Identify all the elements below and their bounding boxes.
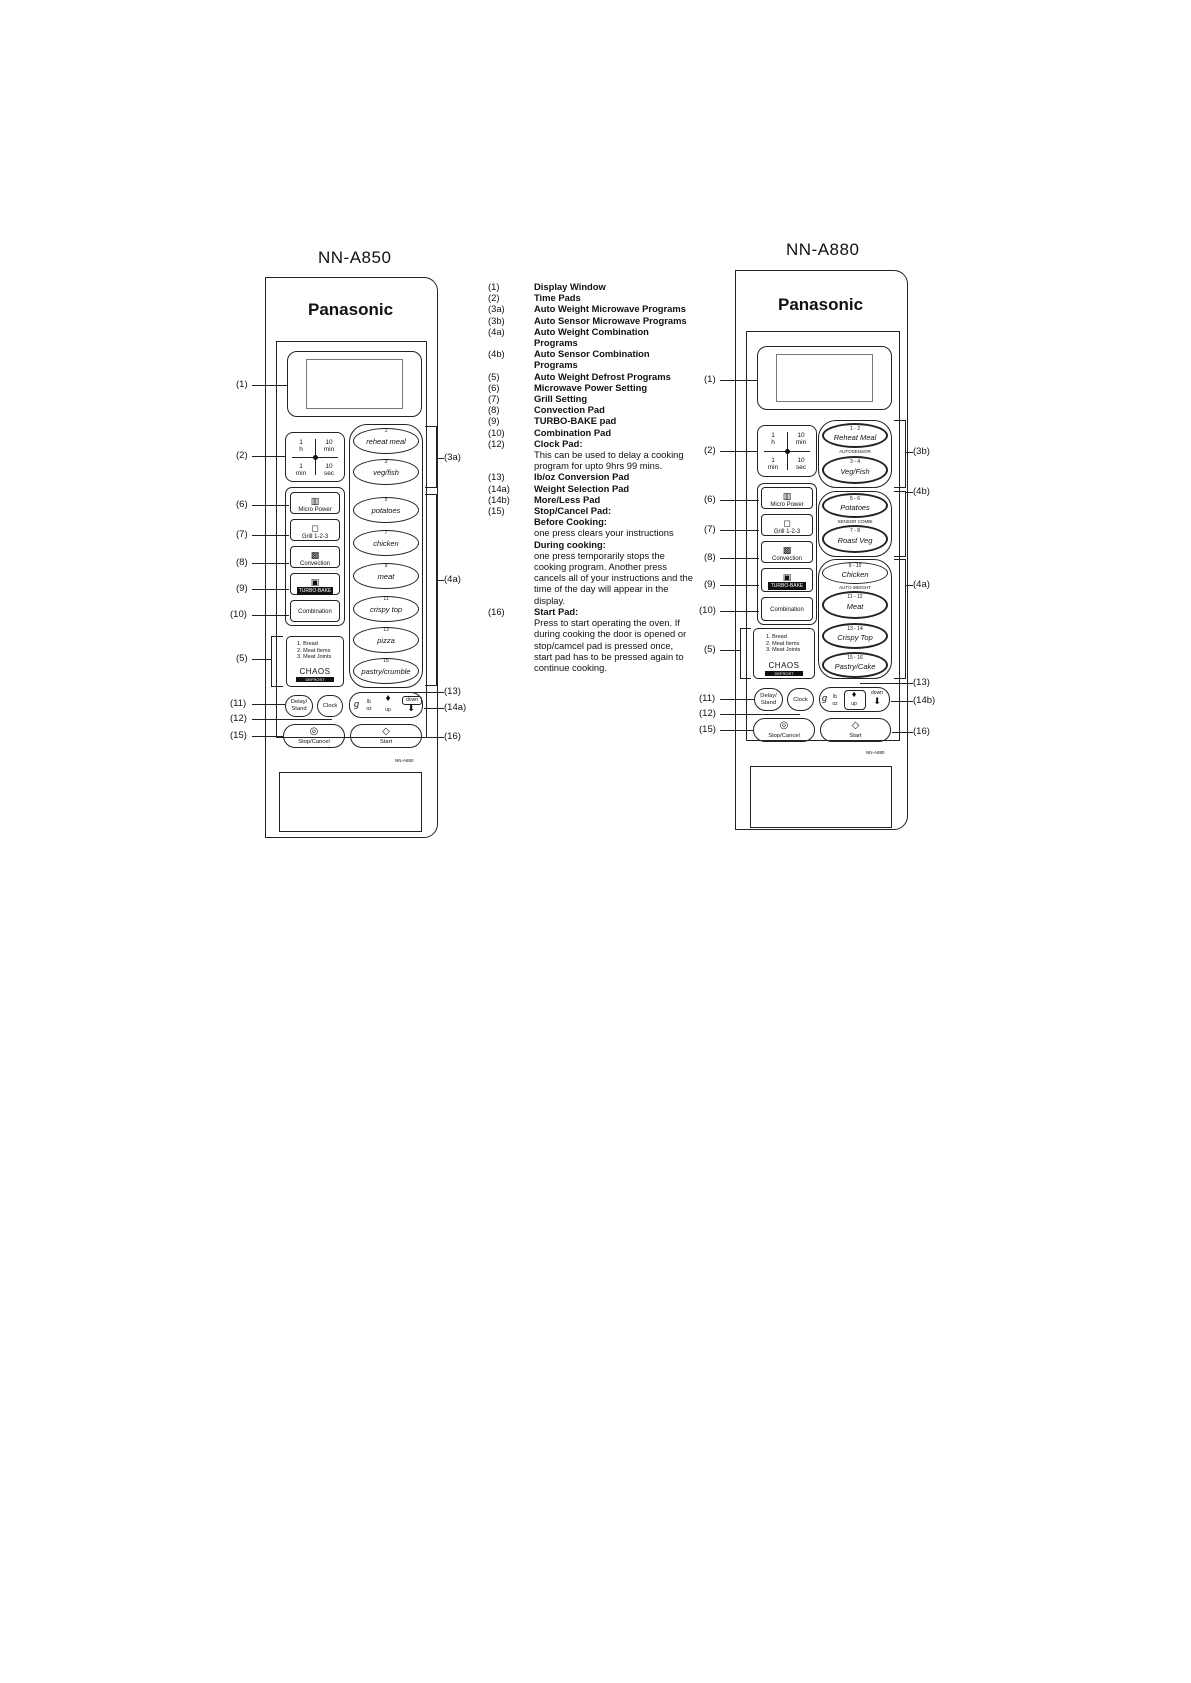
oval-meat[interactable]: 11 - 12 Meat xyxy=(822,591,888,619)
callout-15: (15) xyxy=(230,730,247,741)
stop-cancel-button[interactable]: ◎ Stop/Cancel xyxy=(283,724,345,748)
callout-5: (5) xyxy=(704,644,716,655)
door-release-area[interactable] xyxy=(750,766,892,828)
clock-button[interactable]: Clock xyxy=(317,695,343,717)
legend-start-pad-desc: Press to start operating the oven. If during cooking the door is opened or stop/camcel pad is pressed once, start pad has to be pressed again to continue cooking. xyxy=(534,617,687,673)
legend-auto-weight-defrost: Auto Weight Defrost Programs xyxy=(534,370,671,382)
divider-auto-weight: AUTO WEIGHT xyxy=(839,585,871,590)
up-arrow-icon: ♦ xyxy=(385,693,391,704)
grill-icon: ◻ xyxy=(311,523,319,533)
time-pad-10sec[interactable]: 10 sec xyxy=(795,457,807,471)
legend-clock-pad: Clock Pad: xyxy=(534,437,583,449)
legend-auto-sensor-combination: Auto Sensor Combination Programs xyxy=(534,348,650,371)
callout-16: (16) xyxy=(913,726,930,737)
delay-stand-button[interactable]: Delay/ Stand xyxy=(285,695,313,717)
turbo-bake-icon: ▣ xyxy=(310,577,320,587)
callout-8: (8) xyxy=(704,552,716,563)
callout-3a: (3a) xyxy=(444,452,461,463)
callout-2: (2) xyxy=(704,445,716,456)
defrost-pad[interactable]: 1. Bread 2. Meat Items 3. Meat Joints xyxy=(286,636,344,687)
oval-reheat-meal[interactable]: 1 reheat meal xyxy=(353,428,419,454)
legend-before-cooking: Before Cooking: xyxy=(534,516,607,528)
chaos-defrost-bar: DEFROST xyxy=(296,677,334,682)
legend-during-cooking-desc: one press temporarily stops the cooking program. Another press cancels all of your instructions and the time of the day will appear in the display. xyxy=(534,549,693,606)
legend-more-less: More/Less Pad xyxy=(534,493,601,505)
oval-meat[interactable]: 9 meat xyxy=(353,563,419,589)
legend-time-pads: Time Pads xyxy=(534,292,581,304)
legend-display-window: Display Window xyxy=(534,281,606,292)
legend-stop-cancel: Stop/Cancel Pad: xyxy=(534,505,612,517)
model-code: NN-A850 xyxy=(395,758,414,763)
convection-button[interactable]: ▩ Convection xyxy=(761,541,813,563)
lb-oz-button[interactable]: lb oz xyxy=(366,699,372,712)
delay-stand-button[interactable]: Delay/ Stand xyxy=(754,688,783,711)
legend-combination-pad: Combination Pad xyxy=(534,426,612,438)
callout-8: (8) xyxy=(236,557,248,568)
callout-5: (5) xyxy=(236,653,248,664)
time-pad-1min[interactable]: 1 min xyxy=(767,457,779,471)
convection-icon: ▩ xyxy=(310,550,320,560)
callout-12: (12) xyxy=(699,708,716,719)
callout-13: (13) xyxy=(444,686,461,697)
display-window xyxy=(287,351,422,417)
oval-pizza[interactable]: 13 pizza xyxy=(353,627,419,653)
brand-logo: Panasonic xyxy=(308,300,394,319)
down-button[interactable]: down xyxy=(402,696,422,705)
callout-12: (12) xyxy=(230,713,247,724)
legend-list: (1) Display Window (2) Time Pads (3a) Auto Weight Microwave Programs (3b) Auto Sensor Microwave Programs (4a) Auto Weight Combination Programs (4b) Auto Sensor Combination Programs (5) Auto Weight Defrost Programs (6) Microwave Power Setting (7) Grill Setting (8) Convection Pad (9) TURBO-BAKE pad (10) Combination Pad (12) Clock Pad: This can be used to delay a cooking program for upto 9hrs 99 mins. (13) lb/oz Conversion Pad (14a) Weight Selection Pad (14b) More/Less Pad (15) Stop/Cancel Pad: Before Cooking: one press clears your instructions During cooking: one press temporarily stops the cooking program. Another press cancels all of your instructions and the time of the day will appear in the display. (16) Start Pad: Press to start operating the oven. If during cooking the door is opened or stop/camcel pad is pressed once, start pad has to be pressed again to continue cooking. xyxy=(488,281,693,673)
callout-7: (7) xyxy=(704,524,716,535)
microwave-icon: ▥ xyxy=(310,496,320,506)
legend-start-pad: Start Pad: xyxy=(534,605,579,617)
down-arrow-icon: ⬇ xyxy=(407,703,415,713)
oval-pastry-cake[interactable]: 15 - 16 Pastry/Cake xyxy=(822,652,888,678)
callout-1: (1) xyxy=(236,379,248,390)
callout-10: (10) xyxy=(230,609,247,620)
callout-6: (6) xyxy=(236,499,248,510)
convection-icon: ▩ xyxy=(782,545,792,555)
legend-turbo-bake-pad: TURBO-BAKE pad xyxy=(534,415,617,427)
model-title-nn-a880: NN-A880 xyxy=(786,240,860,259)
time-pad-1min[interactable]: 1 min xyxy=(295,463,307,477)
callout-13: (13) xyxy=(913,677,930,688)
legend-auto-sensor-microwave: Auto Sensor Microwave Programs xyxy=(534,314,687,326)
oval-veg-fish[interactable]: 3 - 4 Veg/Fish xyxy=(822,456,888,484)
oval-veg-fish[interactable]: 3 veg/fish xyxy=(353,459,419,485)
oval-reheat-meal[interactable]: 1 - 2 Reheat Meal xyxy=(822,423,888,448)
micro-power-button[interactable]: ▥ Micro Power xyxy=(290,492,340,514)
time-pad-1h[interactable]: 1 h xyxy=(771,432,775,446)
legend-auto-weight-microwave: Auto Weight Microwave Programs xyxy=(534,303,686,315)
divider-autosensor: AUTOSENSOR xyxy=(839,449,871,454)
start-button[interactable]: ◇ Start xyxy=(820,718,891,742)
callout-4b: (4b) xyxy=(913,486,930,497)
up-arrow-icon: ♦ xyxy=(851,689,857,699)
microwave-icon: ▥ xyxy=(782,491,792,501)
legend-lb-oz-conversion: lb/oz Conversion Pad xyxy=(534,471,630,483)
oval-potatoes[interactable]: 5 potatoes xyxy=(353,497,419,523)
time-pad-10min[interactable]: 10 min xyxy=(323,439,335,453)
oval-potatoes[interactable]: 5 - 6 Potatoes xyxy=(822,493,888,518)
oval-pastry-crumble[interactable]: 15 pastry/crumble xyxy=(353,658,419,684)
down-button[interactable]: down xyxy=(871,690,883,696)
grill-icon: ◻ xyxy=(783,518,791,528)
clock-button[interactable]: Clock xyxy=(787,688,814,711)
defrost-pad[interactable]: 1. Bread 2. Meat Items 3. Meat Joints xyxy=(753,628,815,679)
callout-9: (9) xyxy=(704,579,716,590)
chaos-label: CHAOS xyxy=(768,661,800,670)
callout-14b: (14b) xyxy=(913,695,936,706)
mode-button-group xyxy=(285,487,345,626)
mode-button-group xyxy=(757,483,817,625)
callout-9: (9) xyxy=(236,583,248,594)
door-release-area[interactable] xyxy=(279,772,422,832)
turbo-bake-button[interactable]: ▣ TURBO-BAKE xyxy=(290,573,340,595)
callout-4a: (4a) xyxy=(444,574,461,585)
callout-10: (10) xyxy=(699,605,716,616)
display-window xyxy=(757,346,892,410)
callout-11: (11) xyxy=(230,698,247,709)
oval-chicken[interactable]: 7 chicken xyxy=(353,530,419,556)
callout-4a: (4a) xyxy=(913,579,930,590)
model-title-nn-a850: NN-A850 xyxy=(318,248,392,267)
oval-crispy-top[interactable]: 13 - 14 Crispy Top xyxy=(822,623,888,649)
callout-1: (1) xyxy=(704,374,716,385)
lb-oz-button[interactable]: lb oz xyxy=(832,694,838,707)
divider-sensor-combi: SENSOR COMBI xyxy=(837,519,873,524)
convection-button[interactable]: ▩ Convection xyxy=(290,546,340,568)
grill-button[interactable]: ◻ Grill 1-2-3 xyxy=(761,514,813,536)
time-pad-10sec[interactable]: 10 sec xyxy=(323,463,335,477)
stop-cancel-button[interactable]: ◎ Stop/Cancel xyxy=(753,718,815,742)
turbo-bake-icon: ▣ xyxy=(782,572,792,582)
callout-2: (2) xyxy=(236,450,248,461)
legend-clock-pad-desc: This can be used to delay a cooking program for upto 9hrs 99 mins. xyxy=(534,449,684,472)
callout-14a: (14a) xyxy=(444,702,467,713)
callout-15: (15) xyxy=(699,724,716,735)
callout-11: (11) xyxy=(699,693,716,704)
chaos-label: CHAOS xyxy=(299,667,331,676)
time-pad[interactable] xyxy=(285,432,345,482)
legend-convection-pad: Convection Pad xyxy=(534,404,605,416)
grill-button[interactable]: ◻ Grill 1-2-3 xyxy=(290,519,340,541)
stop-icon: ◎ xyxy=(779,720,789,731)
more-less-pad[interactable]: g lb oz ♦ up down ⬇ xyxy=(819,687,890,712)
legend-auto-weight-combination: Auto Weight Combination Programs xyxy=(534,325,649,349)
turbo-bake-button[interactable]: ▣ TURBO-BAKE xyxy=(761,568,813,592)
brand-logo: Panasonic xyxy=(778,295,864,314)
legend-microwave-power: Microwave Power Setting xyxy=(534,381,648,393)
callout-7: (7) xyxy=(236,529,248,540)
model-code: NN-A880 xyxy=(866,750,885,755)
start-icon: ◇ xyxy=(851,720,860,731)
legend-grill-setting: Grill Setting xyxy=(534,393,588,405)
combination-button[interactable]: Combination xyxy=(290,600,340,622)
time-pad[interactable] xyxy=(757,425,817,477)
start-button[interactable]: ◇ Start xyxy=(350,724,422,748)
start-icon: ◇ xyxy=(382,726,390,737)
legend-before-cooking-desc: one press clears your instructions xyxy=(534,527,674,539)
combination-button[interactable]: Combination xyxy=(761,597,813,621)
callout-16: (16) xyxy=(444,731,461,742)
oval-crispy-top[interactable]: 11 crispy top xyxy=(353,596,419,622)
time-pad-1h[interactable]: 1 h xyxy=(299,439,303,453)
oval-roast-veg[interactable]: 7 - 8 Roast Veg xyxy=(822,525,888,553)
micro-power-button[interactable]: ▥ Micro Power xyxy=(761,487,813,509)
time-pad-10min[interactable]: 10 min xyxy=(795,432,807,446)
legend-weight-selection: Weight Selection Pad xyxy=(534,482,630,494)
oval-chicken[interactable]: 9 - 10 Chicken xyxy=(822,562,888,584)
callout-3b: (3b) xyxy=(913,446,930,457)
down-arrow-icon: ⬇ xyxy=(873,696,881,706)
chaos-defrost-bar: DEFROST xyxy=(765,671,803,676)
callout-6: (6) xyxy=(704,494,716,505)
legend-during-cooking: During cooking: xyxy=(534,538,606,550)
stop-icon: ◎ xyxy=(309,726,319,737)
weight-selection-pad[interactable]: g lb oz ♦ up down ⬇ xyxy=(349,692,423,718)
